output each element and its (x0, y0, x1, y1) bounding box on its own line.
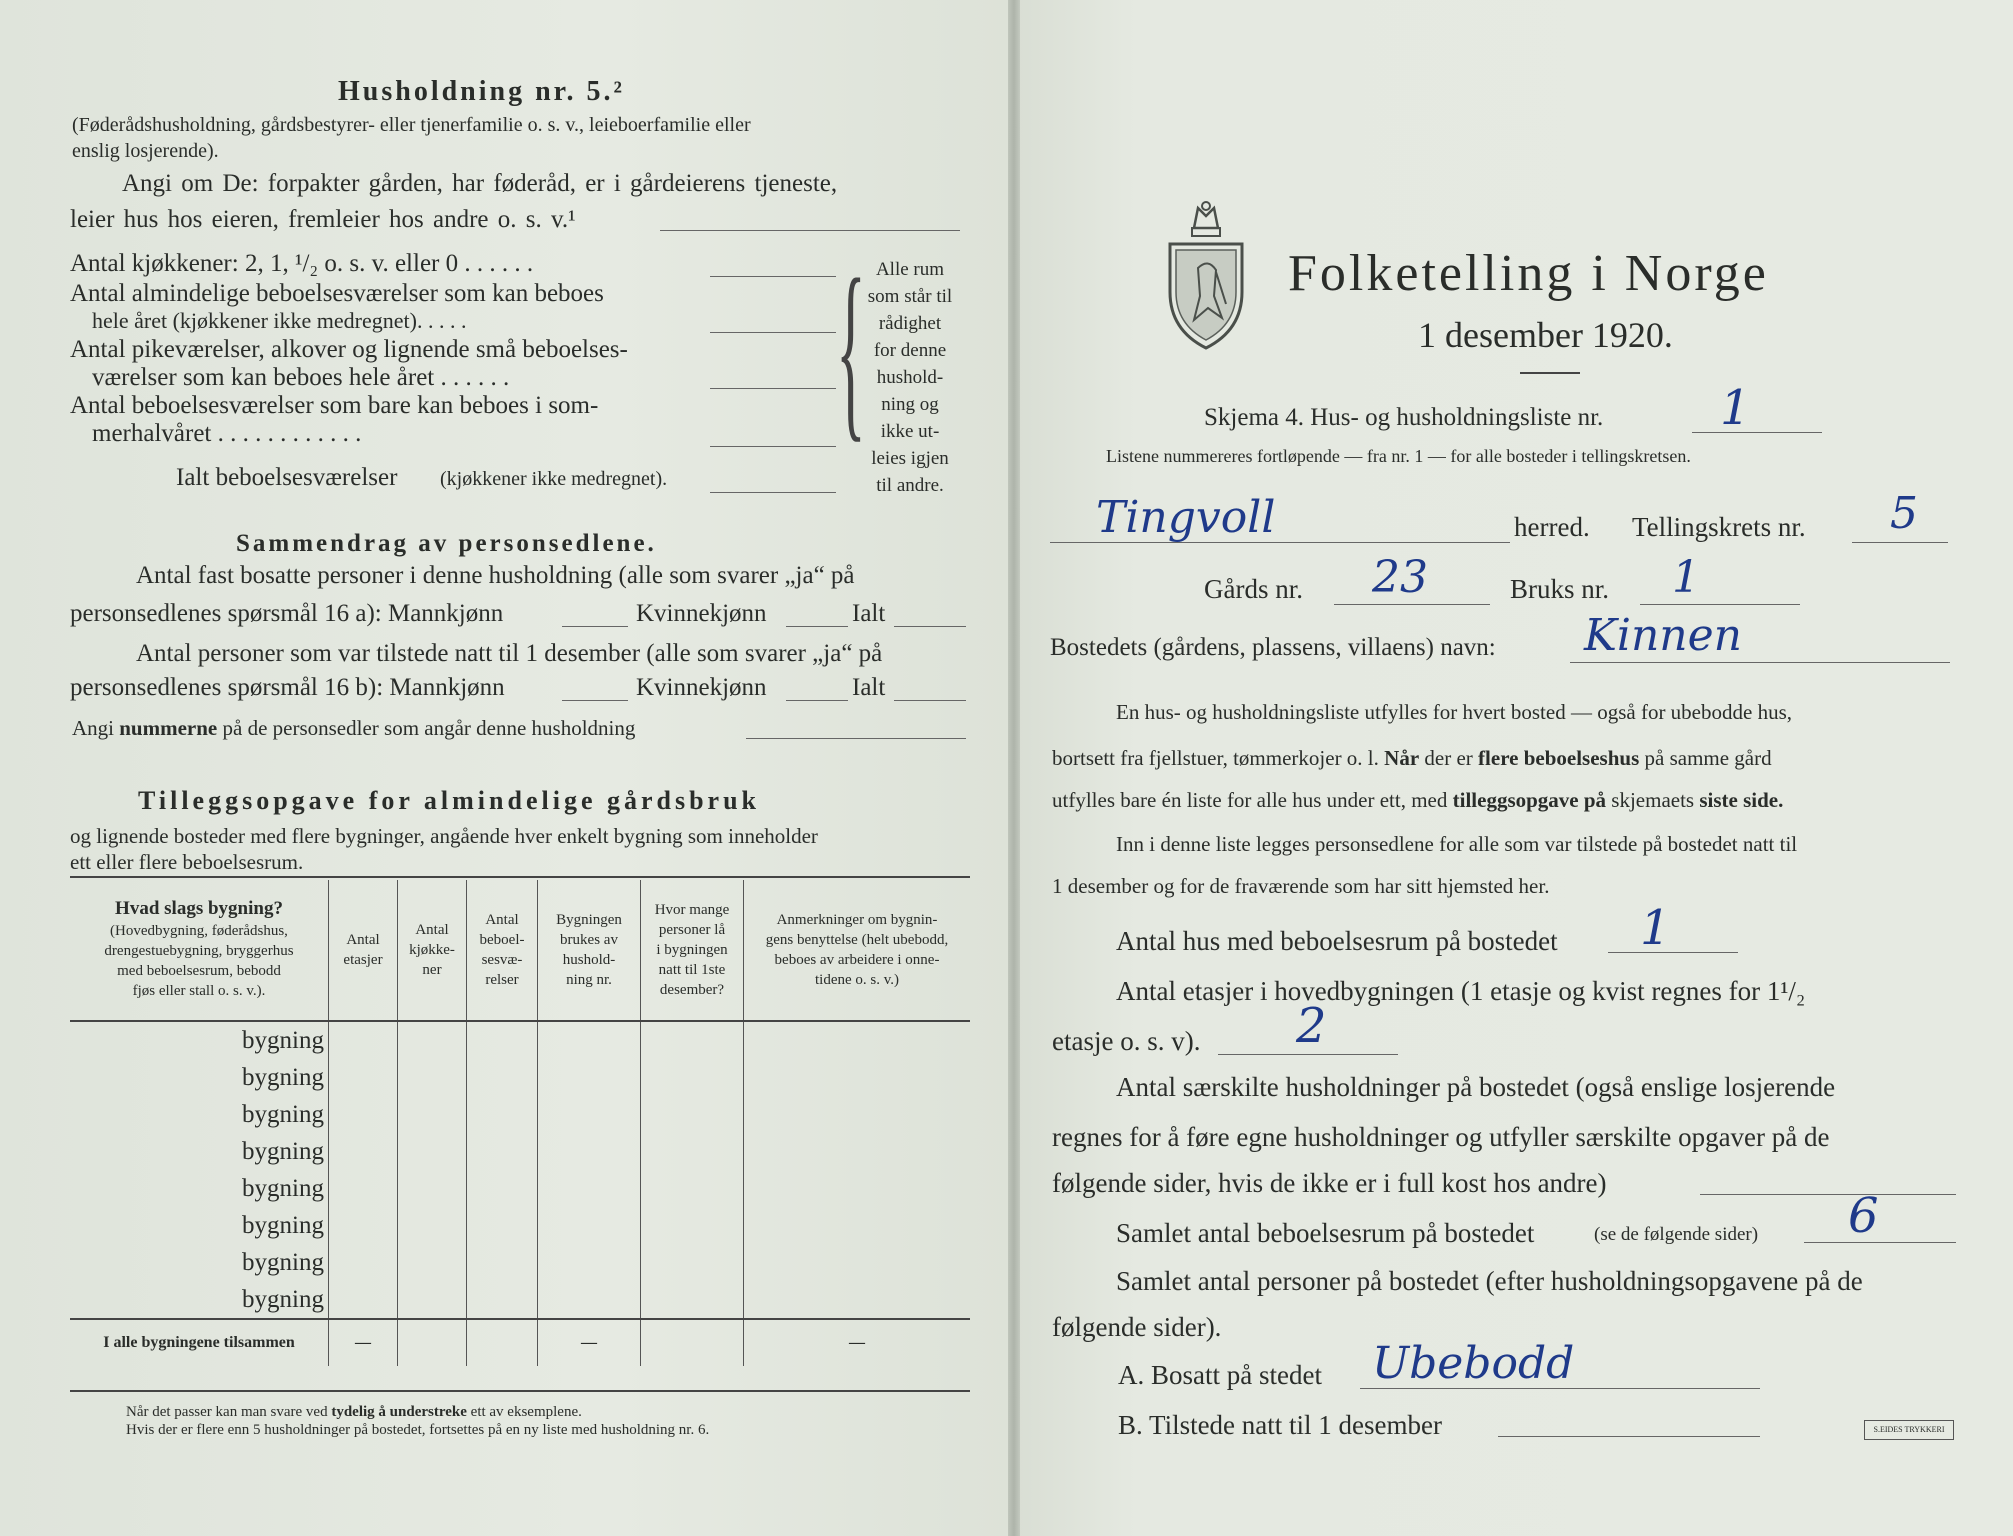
rooms-note-line: leies igjen (871, 448, 949, 469)
angi-numbers-pre: Angi (72, 716, 114, 740)
instr-3-bold: tilleggsopgave på (1452, 788, 1607, 812)
col-kjokkener (398, 880, 467, 1021)
cell (398, 1170, 467, 1207)
col-kjokkener-line: kjøkke- (409, 942, 455, 958)
supplement-title: Tilleggsopgave for almindelige gårdsbruk (138, 786, 761, 815)
rooms-total-note: (kjøkkener ikke medregnet). (440, 468, 668, 490)
answer-line (1804, 1242, 1956, 1243)
etasjer-line-1: Antal etasjer i hovedbygningen (1 etasje og kvist regnes for 1¹/₂ (1116, 976, 1806, 1006)
rooms-note-line: ning og (881, 394, 939, 415)
building-table (70, 880, 970, 1366)
rooms-note-line: hushold- (876, 367, 944, 388)
cell (467, 1244, 538, 1281)
cell (467, 1059, 538, 1096)
row-label: bygning (242, 1174, 324, 1202)
col-type-line: (Hovedbygning, føderådshus, (110, 923, 288, 939)
cell (467, 1170, 538, 1207)
col-anmerkninger-line: Anmerkninger om bygnin- (776, 912, 938, 928)
col-personer (641, 880, 744, 1021)
cell (538, 1170, 641, 1207)
cell (398, 1096, 467, 1133)
row-label: bygning (242, 1285, 324, 1313)
supplement-line-2: ett eller flere beboelsesrum. (70, 850, 304, 874)
summary-ialt-1: Ialt (852, 600, 886, 627)
row-label: bygning (242, 1026, 324, 1054)
row-label: bygning (242, 1063, 324, 1091)
samlet-rum-note: (se de følgende sider) (1594, 1224, 1759, 1245)
col-kjokkener-line: ner (422, 962, 442, 978)
row-label: bygning (242, 1211, 324, 1239)
saerskilte-line-1: Antal særskilte husholdninger på bostedet (også enslige losjerende (1116, 1072, 1836, 1102)
cell (398, 1059, 467, 1096)
col-type (70, 880, 329, 1021)
answer-line (1218, 1054, 1398, 1055)
bruks-label: Bruks nr. (1510, 574, 1610, 604)
summary-line-1: Antal fast bosatte personer i denne husholdning (alle som svarer „ja“ på (136, 562, 855, 589)
table-row (70, 1207, 970, 1244)
answer-line (710, 492, 836, 493)
cell (538, 1207, 641, 1244)
col-vaerelser (467, 880, 538, 1021)
cell (744, 1170, 971, 1207)
answer-line (1050, 542, 1510, 543)
rooms-note-line: til andre. (876, 475, 944, 496)
answer-line (562, 626, 628, 627)
total-label: I alle bygningene tilsammen (70, 1319, 329, 1366)
cell (398, 1281, 467, 1319)
total-dash: — (538, 1319, 641, 1366)
col-kjokkener-line: Antal (415, 922, 449, 938)
answer-line (1608, 952, 1738, 953)
instr-2-mid: der er (1424, 746, 1473, 770)
answer-line (1640, 604, 1800, 605)
rooms-note (860, 256, 960, 499)
cell (538, 1059, 641, 1096)
footnote-1 (126, 1404, 582, 1421)
row-label: bygning (242, 1137, 324, 1165)
table-row (70, 1170, 970, 1207)
cell (467, 1319, 538, 1366)
supplement-line-1: og lignende bosteder med flere bygninger, angående hver enkelt bygning som inneholder (70, 824, 818, 848)
col-type-line: drengestuebygning, bryggerhus (104, 943, 294, 959)
answer-line (710, 276, 836, 277)
col-etasjer (329, 880, 398, 1021)
col-personer-line: natt til 1ste (658, 962, 726, 978)
angi-numbers-post: på de personsedler som angår denne husholdning (222, 716, 636, 740)
cell (744, 1207, 971, 1244)
answer-line (786, 626, 848, 627)
summary-kvinne-2: Kvinnekjønn (636, 674, 767, 701)
col-anmerkninger-line: tidene o. s. v.) (814, 972, 899, 988)
row-label: bygning (242, 1248, 324, 1276)
listene-note: Listene nummereres fortløpende — fra nr. 1 — for alle bosteder i tellingskretsen. (1106, 446, 1691, 466)
page-gutter (1008, 0, 1020, 1536)
col-type-title: Hvad slags bygning? (115, 898, 283, 919)
rooms-note-line: Alle rum (875, 259, 945, 280)
col-etasjer-line: Antal (346, 932, 380, 948)
row-label: bygning (242, 1100, 324, 1128)
answer-line (710, 446, 836, 447)
angi-numbers (72, 716, 635, 741)
summary-kvinne-1: Kvinnekjønn (636, 600, 767, 627)
rooms-note-line: rådighet (878, 313, 942, 334)
cell (329, 1021, 398, 1059)
total-dash: — (744, 1319, 971, 1366)
bostedets-label: Bostedets (gårdens, plassens, villaens) navn: (1050, 634, 1496, 661)
cell (641, 1059, 744, 1096)
bosatt-value: Ubebodd (1372, 1338, 1575, 1389)
col-anmerkninger (744, 880, 971, 1021)
col-brukes-line: hushold- (562, 952, 616, 968)
cell (744, 1133, 971, 1170)
summary-line-4: personsedlenes spørsmål 16 b): Mannkjønn (70, 674, 505, 701)
cell (467, 1096, 538, 1133)
skjema-value: 1 (1720, 380, 1751, 436)
skjema-label: Skjema 4. Hus- og husholdningsliste nr. (1204, 404, 1604, 431)
cell (641, 1096, 744, 1133)
tilstede-label: B. Tilstede natt til 1 desember (1118, 1410, 1442, 1440)
answer-line (710, 332, 836, 333)
angi-answer-line (660, 230, 960, 231)
saerskilte-line-3: følgende sider, hvis de ikke er i full kost hos andre) (1052, 1168, 1607, 1198)
cell (329, 1096, 398, 1133)
rooms-brace: { (836, 242, 866, 460)
census-date: 1 desember 1920. (1418, 315, 1673, 355)
instr-line-2 (1052, 746, 1772, 771)
samlet-pers-line-2: følgende sider). (1052, 1312, 1222, 1342)
rooms-small-2: værelser som kan beboes hele året . . . . . . (92, 364, 510, 391)
cell (398, 1319, 467, 1366)
answer-line (1360, 1388, 1760, 1389)
cell (467, 1021, 538, 1059)
col-vaerelser-line: beboel- (479, 932, 525, 948)
col-type-line: med beboelsesrum, bebodd (117, 963, 281, 979)
answer-line (1692, 432, 1822, 433)
col-brukes-line: ning nr. (566, 972, 612, 988)
hus-label: Antal hus med beboelsesrum på bostedet (1116, 926, 1558, 956)
cell (641, 1133, 744, 1170)
rooms-ordinary-2: hele året (kjøkkener ikke medregnet). . . . . (92, 308, 467, 333)
rooms-small-1: Antal pikeværelser, alkover og lignende små beboelses- (70, 336, 628, 363)
cell (329, 1244, 398, 1281)
instr-2-bold2: flere beboelseshus (1478, 746, 1640, 770)
cell (398, 1133, 467, 1170)
cell (538, 1281, 641, 1319)
cell (329, 1207, 398, 1244)
answer-line (894, 700, 966, 701)
tellingskrets-value: 5 (1890, 488, 1918, 539)
answer-line (1700, 1194, 1956, 1195)
table-total-row (70, 1319, 970, 1366)
answer-line (746, 738, 966, 739)
cell (744, 1021, 971, 1059)
tellingskrets-label: Tellingskrets nr. (1632, 512, 1806, 542)
cell (329, 1059, 398, 1096)
angi-line-1: Angi om De: forpakter gården, har føderåd, er i gårdeierens tjeneste, (122, 170, 838, 197)
norway-coat-of-arms-icon (1164, 200, 1248, 352)
cell (467, 1281, 538, 1319)
rooms-note-line: som står til (867, 286, 953, 307)
col-vaerelser-line: Antal (485, 912, 519, 928)
hus-value: 1 (1640, 900, 1671, 956)
household-note-1: (Føderådshusholdning, gårdsbestyrer- eller tjenerfamilie o. s. v., leieboerfamilie eller (72, 114, 751, 136)
rooms-summer-1: Antal beboelsesværelser som bare kan beboes i som- (70, 392, 599, 419)
answer-line (894, 626, 966, 627)
title-rule (1520, 372, 1580, 374)
rooms-summer-2: merhalvåret . . . . . . . . . . . . (92, 420, 362, 447)
col-vaerelser-line: relser (485, 972, 519, 988)
cell (744, 1281, 971, 1319)
rooms-note-line: for denne (873, 340, 947, 361)
footnote-1-pre: Når det passer kan man svare ved (126, 1404, 328, 1420)
herred-value: Tingvoll (1096, 492, 1276, 543)
col-brukes-line: Bygningen (556, 912, 622, 928)
cell (398, 1207, 467, 1244)
instr-3-mid: skjemaets (1611, 788, 1695, 812)
samlet-rum-value: 6 (1848, 1188, 1879, 1244)
cell (641, 1207, 744, 1244)
answer-line (710, 388, 836, 389)
instr-line-4: Inn i denne liste legges personsedlene for alle som var tilstede på bostedet natt til (1116, 832, 1798, 856)
cell (744, 1244, 971, 1281)
col-personer-line: desember? (659, 982, 725, 998)
cell (467, 1207, 538, 1244)
cell (398, 1021, 467, 1059)
total-dash: — (329, 1319, 398, 1366)
instr-line-1: En hus- og husholdningsliste utfylles for hvert bosted — også for ubebodde hus, (1116, 700, 1792, 724)
table-row (70, 1244, 970, 1281)
col-vaerelser-line: sesvæ- (481, 952, 523, 968)
instr-2-bold1: Når (1384, 746, 1420, 770)
summary-title: Sammendrag av personsedlene. (236, 530, 657, 557)
col-type-line: fjøs eller stall o. s. v.). (132, 983, 266, 999)
samlet-rum-label: Samlet antal beboelsesrum på bostedet (1116, 1218, 1535, 1248)
printer-mark: S.EIDES TRYKKERI (1864, 1420, 1954, 1440)
cell (538, 1244, 641, 1281)
answer-line (1852, 542, 1948, 543)
table-row (70, 1133, 970, 1170)
instr-line-3 (1052, 788, 1783, 813)
samlet-pers-line-1: Samlet antal personer på bostedet (efter husholdningsopgavene på de (1116, 1266, 1863, 1296)
instr-2-post: på samme gård (1644, 746, 1772, 770)
cell (538, 1096, 641, 1133)
bosatt-label: A. Bosatt på stedet (1118, 1360, 1322, 1390)
table-top-rule (70, 876, 970, 878)
footnote-1-post: ett av eksemplene. (470, 1404, 582, 1420)
table-bottom-rule (70, 1390, 970, 1392)
summary-line-2: personsedlenes spørsmål 16 a): Mannkjønn (70, 600, 504, 627)
table-row (70, 1021, 970, 1059)
cell (744, 1096, 971, 1133)
etasjer-value: 2 (1296, 998, 1327, 1054)
cell (641, 1319, 744, 1366)
cell (398, 1244, 467, 1281)
rooms-kitchens: Antal kjøkkener: 2, 1, ¹/₂ o. s. v. eller 0 . . . . . . (70, 250, 534, 277)
table-header-row (70, 880, 970, 1021)
rooms-ordinary-1: Antal almindelige beboelsesværelser som kan beboes (70, 280, 604, 307)
cell (329, 1281, 398, 1319)
col-personer-line: personer lå (658, 922, 726, 938)
instr-2-pre: bortsett fra fjellstuer, tømmerkojer o. l. (1052, 746, 1379, 770)
col-personer-line: Hvor mange (654, 902, 730, 918)
cell (329, 1170, 398, 1207)
bostedets-value: Kinnen (1584, 610, 1742, 661)
table-row (70, 1059, 970, 1096)
angi-line-2: leier hus hos eieren, fremleier hos andre o. s. v.¹ (70, 206, 576, 233)
etasjer-line-2: etasje o. s. v). (1052, 1026, 1201, 1056)
summary-ialt-2: Ialt (852, 674, 886, 701)
saerskilte-line-2: regnes for å føre egne husholdninger og utfyller særskilte opgaver på de (1052, 1122, 1830, 1152)
household-title: Husholdning nr. 5.² (338, 76, 625, 107)
col-brukes-line: brukes av (560, 932, 618, 948)
col-etasjer-line: etasjer (343, 952, 383, 968)
answer-line (562, 700, 628, 701)
instr-line-5: 1 desember og for de fraværende som har sitt hjemsted her. (1052, 874, 1550, 898)
col-personer-line: i bygningen (656, 942, 728, 958)
answer-line (786, 700, 848, 701)
cell (641, 1170, 744, 1207)
table-row (70, 1281, 970, 1319)
answer-line (1334, 604, 1490, 605)
cell (641, 1021, 744, 1059)
census-title: Folketelling i Norge (1288, 245, 1769, 302)
col-brukes (538, 880, 641, 1021)
footnote-1-bold: tydelig å understreke (331, 1404, 467, 1420)
cell (467, 1133, 538, 1170)
angi-numbers-bold: nummerne (119, 716, 218, 740)
rooms-note-line: ikke ut- (880, 421, 940, 442)
answer-line (1498, 1436, 1760, 1437)
instr-3-bold2: siste side. (1699, 788, 1784, 812)
summary-line-3: Antal personer som var tilstede natt til 1 desember (alle som svarer „ja“ på (136, 640, 883, 667)
cell (538, 1133, 641, 1170)
footnote-2: Hvis der er flere enn 5 husholdninger på bostedet, fortsettes på en ny liste med husholdning nr. 6. (126, 1422, 710, 1438)
cell (329, 1133, 398, 1170)
rooms-total-label: Ialt beboelsesværelser (176, 464, 398, 491)
gards-value: 23 (1372, 552, 1428, 603)
cell (744, 1059, 971, 1096)
col-anmerkninger-line: gens benyttelse (helt ubebodd, (765, 932, 949, 948)
answer-line (1570, 662, 1950, 663)
cell (641, 1281, 744, 1319)
col-anmerkninger-line: beboes av arbeidere i onne- (774, 952, 940, 968)
household-note-2: enslig losjerende). (72, 140, 219, 162)
bruks-value: 1 (1672, 552, 1700, 603)
gards-label: Gårds nr. (1204, 574, 1303, 604)
cell (538, 1021, 641, 1059)
cell (641, 1244, 744, 1281)
herred-label: herred. (1514, 512, 1590, 542)
instr-3-pre: utfylles bare én liste for alle hus under ett, med (1052, 788, 1448, 812)
table-row (70, 1096, 970, 1133)
